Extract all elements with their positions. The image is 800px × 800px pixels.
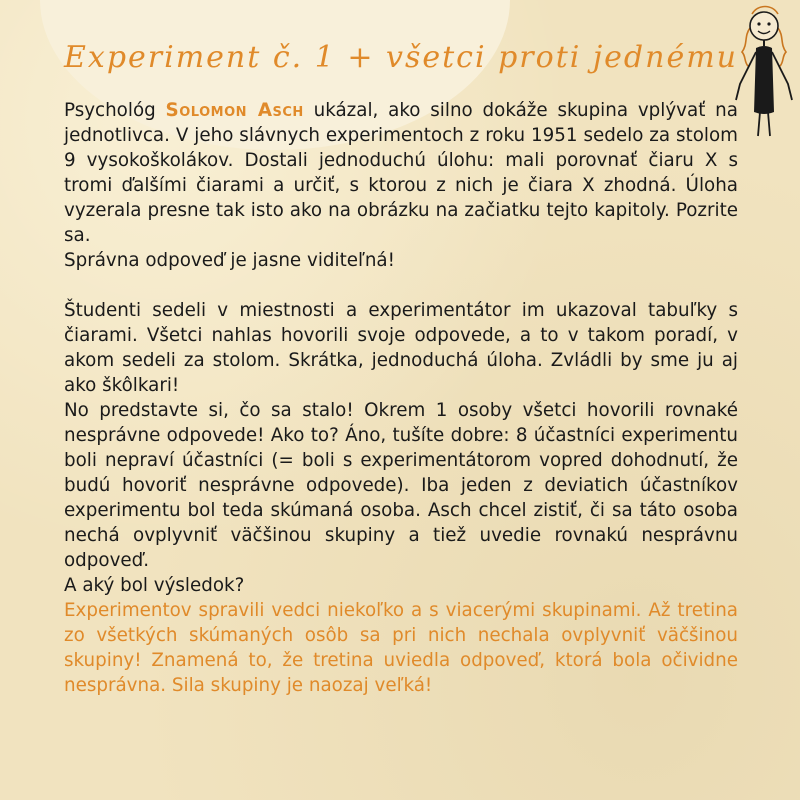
result-question: A aký bol výsledok? — [64, 575, 245, 596]
result-paragraph: Experimentov spravili vedci niekoľko a s viacerými skupinami. Až tretina zo všetkých skúmaných osôb sa pri nich nechala ovplyvniť väčšinou skupiny! Znamená to, že tretina uviedla odpoveď, ktorá bola očividne nesprávna. Sila skupiny je naozaj veľká! — [64, 600, 738, 696]
thought-bubble-dot-small — [485, 4, 507, 26]
paragraph-gap — [64, 273, 738, 298]
girl-illustration-icon — [732, 0, 796, 140]
person-name: Solomon Asch — [165, 100, 304, 121]
experiment-twist: No predstavte si, čo sa stalo! Okrem 1 osoby všetci hovorili rovnaké nesprávne odpovede! Ako to? Áno, tušíte dobre: 8 účastníci experimentu boli nepraví účastníci (= boli s experimentátorom vopred dohodnutí, že budú hovoriť nesprávne odpovede). Iba jeden z deviatich účastníkov experimentu bol teda skúmaná osoba. Asch chcel zistiť, či sa táto osoba nechá ovplyvniť väčšinou skupiny a tiež uvedie rovnakú nesprávnu odpoveď. — [64, 400, 738, 571]
intro-conclusion: Správna odpoveď je jasne viditeľná! — [64, 250, 395, 271]
page-title: Experiment č. 1 + všetci proti jednému — [64, 40, 738, 75]
article-body — [64, 98, 738, 698]
intro-paragraph: Psychológ Solomon Asch ukázal, ako silno dokáže skupina vplývať na jednotlivca. V jeho slávnych experimentoch z roku 1951 sedelo za stolom 9 vysokoškolákov. Dostali jednoduchú úlohu: mali porovnať čiaru X s tromi ďalšími čiarami a určiť, s ktorou z nich je čiara X zhodná. Úloha vyzerala presne tak isto ako na obrázku na začiatku tejto kapitoly. Pozrite sa. — [64, 100, 738, 246]
experiment-description: Študenti sedeli v miestnosti a experimentátor im ukazoval tabuľky s čiarami. Všetci nahlas hovorili svoje odpovede, a to v takom poradí, v akom sedeli za stolom. Skrátka, jednoduchá úloha. Zvládli by sme ju aj ako škôlkari! — [64, 300, 738, 396]
